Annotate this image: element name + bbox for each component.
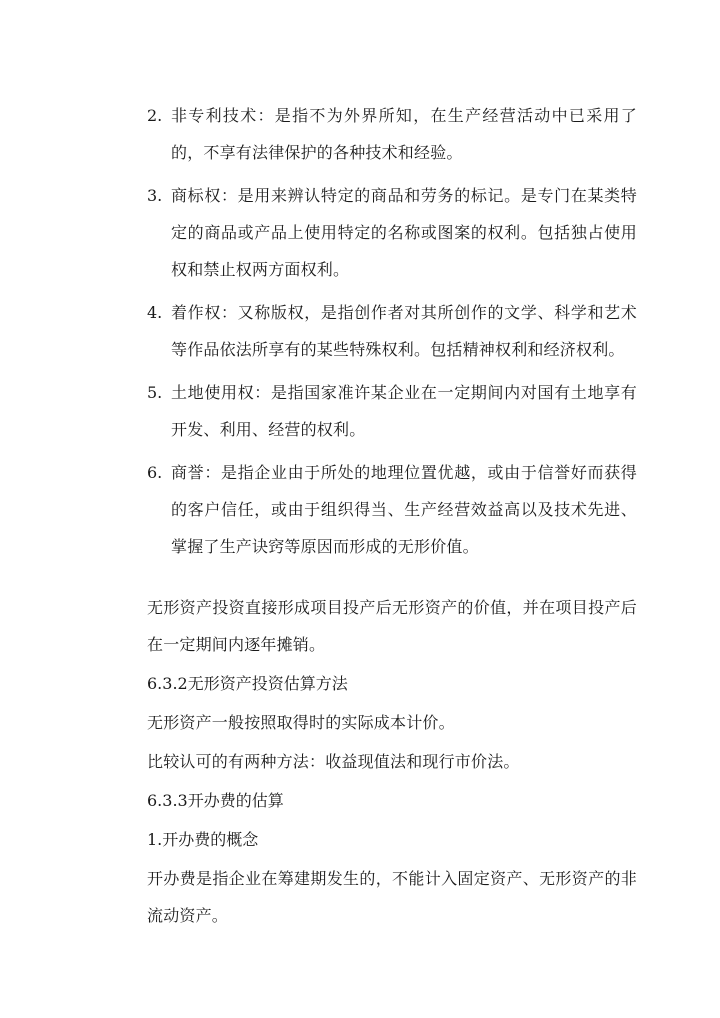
body-text xyxy=(147,589,637,936)
list-item-number: 2. xyxy=(147,106,163,125)
paragraph-methods: 比较认可的有两种方法：收益现值法和现行市价法。 xyxy=(147,752,520,771)
list-item-number: 6. xyxy=(147,463,163,482)
paragraph-cost-basis: 无形资产一般按照取得时的实际成本计价。 xyxy=(147,713,455,732)
list-item-text: 土地使用权：是指国家准许某企业在一定期间内对国有土地享有开发、利用、经营的权利。 xyxy=(171,383,637,439)
list-item xyxy=(147,294,637,368)
list-item-text: 非专利技术：是指不为外界所知，在生产经营活动中已采用了的，不享有法律保护的各种技术和经验。 xyxy=(171,106,637,162)
numbered-list xyxy=(147,97,637,571)
list-item-text: 商誉：是指企业由于所处的地理位置优越，或由于信誉好而获得的客户信任，或由于组织得当、生产经营效益高以及技术先进、掌握了生产诀窍等原因而形成的无形价值。 xyxy=(171,463,637,556)
section-heading-6-3-2: 6.3.2无形资产投资估算方法 xyxy=(147,674,348,693)
list-item xyxy=(147,454,637,565)
paragraph-amortization: 无形资产投资直接形成项目投产后无形资产的价值，并在项目投产后在一定期间内逐年摊销。 xyxy=(147,598,637,654)
list-item-number: 5. xyxy=(147,383,163,402)
list-item-text: 着作权：又称版权，是指创作者对其所创作的文学、科学和艺术等作品依法所享有的某些特殊权利。包括精神权利和经济权利。 xyxy=(171,303,637,359)
section-heading-6-3-3: 6.3.3开办费的估算 xyxy=(147,791,284,810)
subheading-concept: 1.开办费的概念 xyxy=(147,830,259,849)
list-item xyxy=(147,97,637,171)
list-item-number: 4. xyxy=(147,303,163,322)
list-item-number: 3. xyxy=(147,186,163,205)
list-item-text: 商标权：是用来辨认特定的商品和劳务的标记。是专门在某类特定的商品或产品上使用特定的名称或图案的权利。包括独占使用权和禁止权两方面权利。 xyxy=(171,186,637,279)
list-item xyxy=(147,374,637,448)
paragraph-definition: 开办费是指企业在筹建期发生的，不能计入固定资产、无形资产的非流动资产。 xyxy=(147,869,637,925)
list-item xyxy=(147,177,637,288)
